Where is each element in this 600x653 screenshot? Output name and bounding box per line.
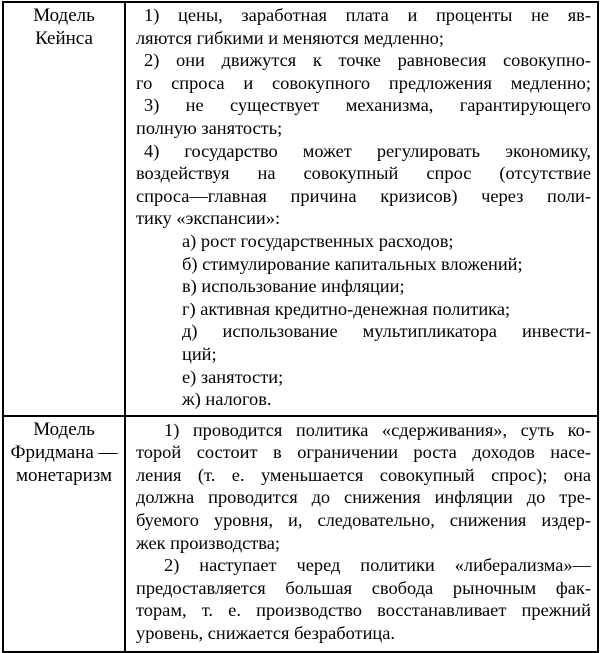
description-line: предоставляется большая свобода рыночным фак- [136,577,591,598]
model-name-line: Кейнса [35,28,93,49]
model-name-cell [3,416,125,652]
description-line: воздействуя на совокупный спрос (отсутствие [136,163,591,184]
table-row-keynes [3,2,598,416]
description-line: ций; [182,343,217,364]
description-line: г) активная кредитно-денежная политика; [182,298,511,319]
description-line: 4) государство может регулировать экономику, [144,140,591,161]
description-line: должна проводится до снижения инфляции до тре- [136,487,591,508]
description-line: б) стимулирование капитальных вложений; [182,253,523,274]
model-name-line: Модель [33,418,95,440]
description-line: ления (т. е. уменьшается совокупный спрос); она [136,464,591,485]
description-line: е) занятости; [182,366,284,387]
description-line: в) использование инфляции; [182,276,405,297]
description-line: торам, т. е. производство восстанавливает прежний [136,600,591,621]
description-line: а) рост государственных расходов; [182,230,454,251]
description-line: полную занятость; [136,117,283,138]
model-description-cell [125,2,598,416]
description-line: торой состоит в ограничении роста доходов насе- [136,442,591,463]
comparison-table [2,1,599,653]
description-line: спроса—главная причина кризисов) через поли- [136,185,591,206]
model-name-cell [3,2,125,416]
description-text [126,3,597,415]
description-line: жек производства; [136,532,280,553]
description-line: д) использование мультипликатора инвести- [182,321,591,342]
model-name-line: Фридмана — [10,441,118,463]
description-line: ж) налогов. [182,389,272,410]
table-row-friedman [3,416,598,652]
description-line: 1) цены, заработная плата и проценты не яв- [144,5,591,25]
description-line: 3) не существует механизма, гарантирующего [144,95,591,116]
model-name-line: монетаризм [15,464,113,486]
description-line: го спроса и совокупного предложения медленно; [136,72,591,93]
model-description-cell [125,416,598,652]
description-line: уровень, снижается безработица. [136,623,396,644]
description-line: 2) они движутся к точке равновесия совокупно- [144,50,591,71]
description-line: ляются гибкими и меняются медленно; [136,27,444,48]
description-text [126,417,597,649]
description-line: 2) наступает черед политики «либерализма»— [164,555,591,576]
description-line: тику «экспансии»: [136,208,281,229]
model-name-line: Модель [33,5,95,26]
description-line: буемого уровня, и, следовательно, снижения издер- [136,510,591,531]
description-line: 1) проводится политика «сдерживания», суть ко- [164,419,591,440]
